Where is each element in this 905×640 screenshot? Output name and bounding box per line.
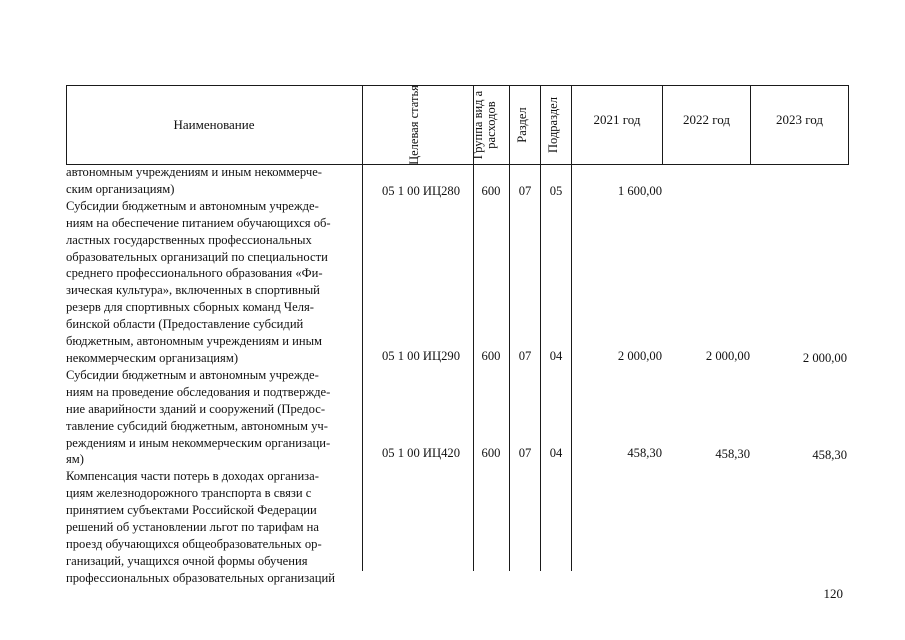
description-line: ям) [66,452,84,467]
description-line: ластных государственных профессиональных [66,232,312,247]
description-line: циям железнодорожного транспорта в связи с [66,486,312,501]
description-line: среднего профессионального образования «Фи- [66,266,323,281]
header-name [66,85,362,164]
description-line: Компенсация части потерь в доходах организа- [66,469,319,484]
row-amount-2023: 2 000,00 [802,351,847,365]
description-line: резерв для спортивных сборных команд Челя- [66,300,314,315]
description-line: автономным учреждениям и иным некоммерче- [66,165,322,179]
row-section: 07 [518,446,532,460]
row-amount-2021: 2 000,00 [617,349,662,363]
header-section-label: Раздел [515,107,529,143]
row-amount-2023: 458,30 [812,448,847,462]
description-line: принятием субъектами Российской Федерации [66,503,317,518]
row-code: 05 1 00 ИЦ420 [381,446,460,460]
row-subsection: 04 [549,446,563,460]
description-line: бюджетным, автономным учреждениям и иным [66,334,323,349]
description-line: реждениям и иным некоммерческим организаци- [66,435,331,450]
header-year-2023 [751,85,848,155]
column-divider [509,85,510,571]
description-line: бинской области (Предоставление субсидий [66,317,304,332]
row-amount-2022: 458,30 [715,447,750,461]
description-line: профессиональных образовательных организаций [66,570,335,585]
column-divider [362,85,363,571]
header-subsection-label: Подраздел [546,97,560,153]
header-name-label: Наименование [173,116,255,132]
row-subsection: 04 [549,349,563,363]
description-line: тавление субсидий бюджетным, автономным уч- [66,418,328,433]
header-subsection [547,90,563,160]
row-amount-2022: 2 000,00 [705,349,750,363]
description-line: некоммерческим организациям) [66,350,239,365]
row-amount-2021: 1 600,00 [617,184,662,198]
header-target-article [408,80,436,170]
header-expense-group-label: Группа вид а расходов [471,90,498,160]
header-year-2021-label: 2021 год [593,112,641,127]
description-line: Субсидии бюджетным и автономным учрежде- [66,198,319,213]
header-year-2023-label: 2023 год [776,112,823,127]
description-line: ние аварийности зданий и сооружений (Предос- [66,401,326,416]
description-line: ниям на проведение обследования и подтвержде- [66,384,331,399]
description-line: Субсидии бюджетным и автономным учрежде- [66,367,319,382]
column-divider [540,85,541,571]
description-line: ским организациям) [66,181,175,196]
table-right-border [848,85,849,164]
row-code: 05 1 00 ИЦ290 [381,349,460,363]
row-section: 07 [518,184,532,198]
description-line: ганизаций, учащихся очной формы обучения [66,553,308,568]
header-year-2021 [572,85,662,155]
description-column [66,164,362,587]
row-expense-group: 600 [481,446,501,460]
header-expense-group [472,87,502,163]
row-subsection: 05 [549,184,563,198]
description-line: образовательных организаций по специальности [66,249,328,264]
row-code: 05 1 00 ИЦ280 [381,184,460,198]
row-amount-2021: 458,30 [627,446,662,460]
description-line: решений об установлении льгот по тарифам на [66,520,319,535]
row-expense-group: 600 [481,349,501,363]
header-year-2022 [663,85,750,155]
header-target-article-label: Целевая статья [407,85,421,165]
description-line: проезд обучающихся общеобразовательных ор- [66,536,322,551]
description-line: зическая культура», включенных в спортивный [66,283,320,298]
header-year-2022-label: 2022 год [683,112,730,127]
page-number: 120 [823,586,843,601]
row-expense-group: 600 [481,184,501,198]
row-section: 07 [518,349,532,363]
header-section [516,90,532,160]
column-divider [571,85,572,571]
description-line: ниям на обеспечение питанием обучающихся об- [66,215,331,230]
